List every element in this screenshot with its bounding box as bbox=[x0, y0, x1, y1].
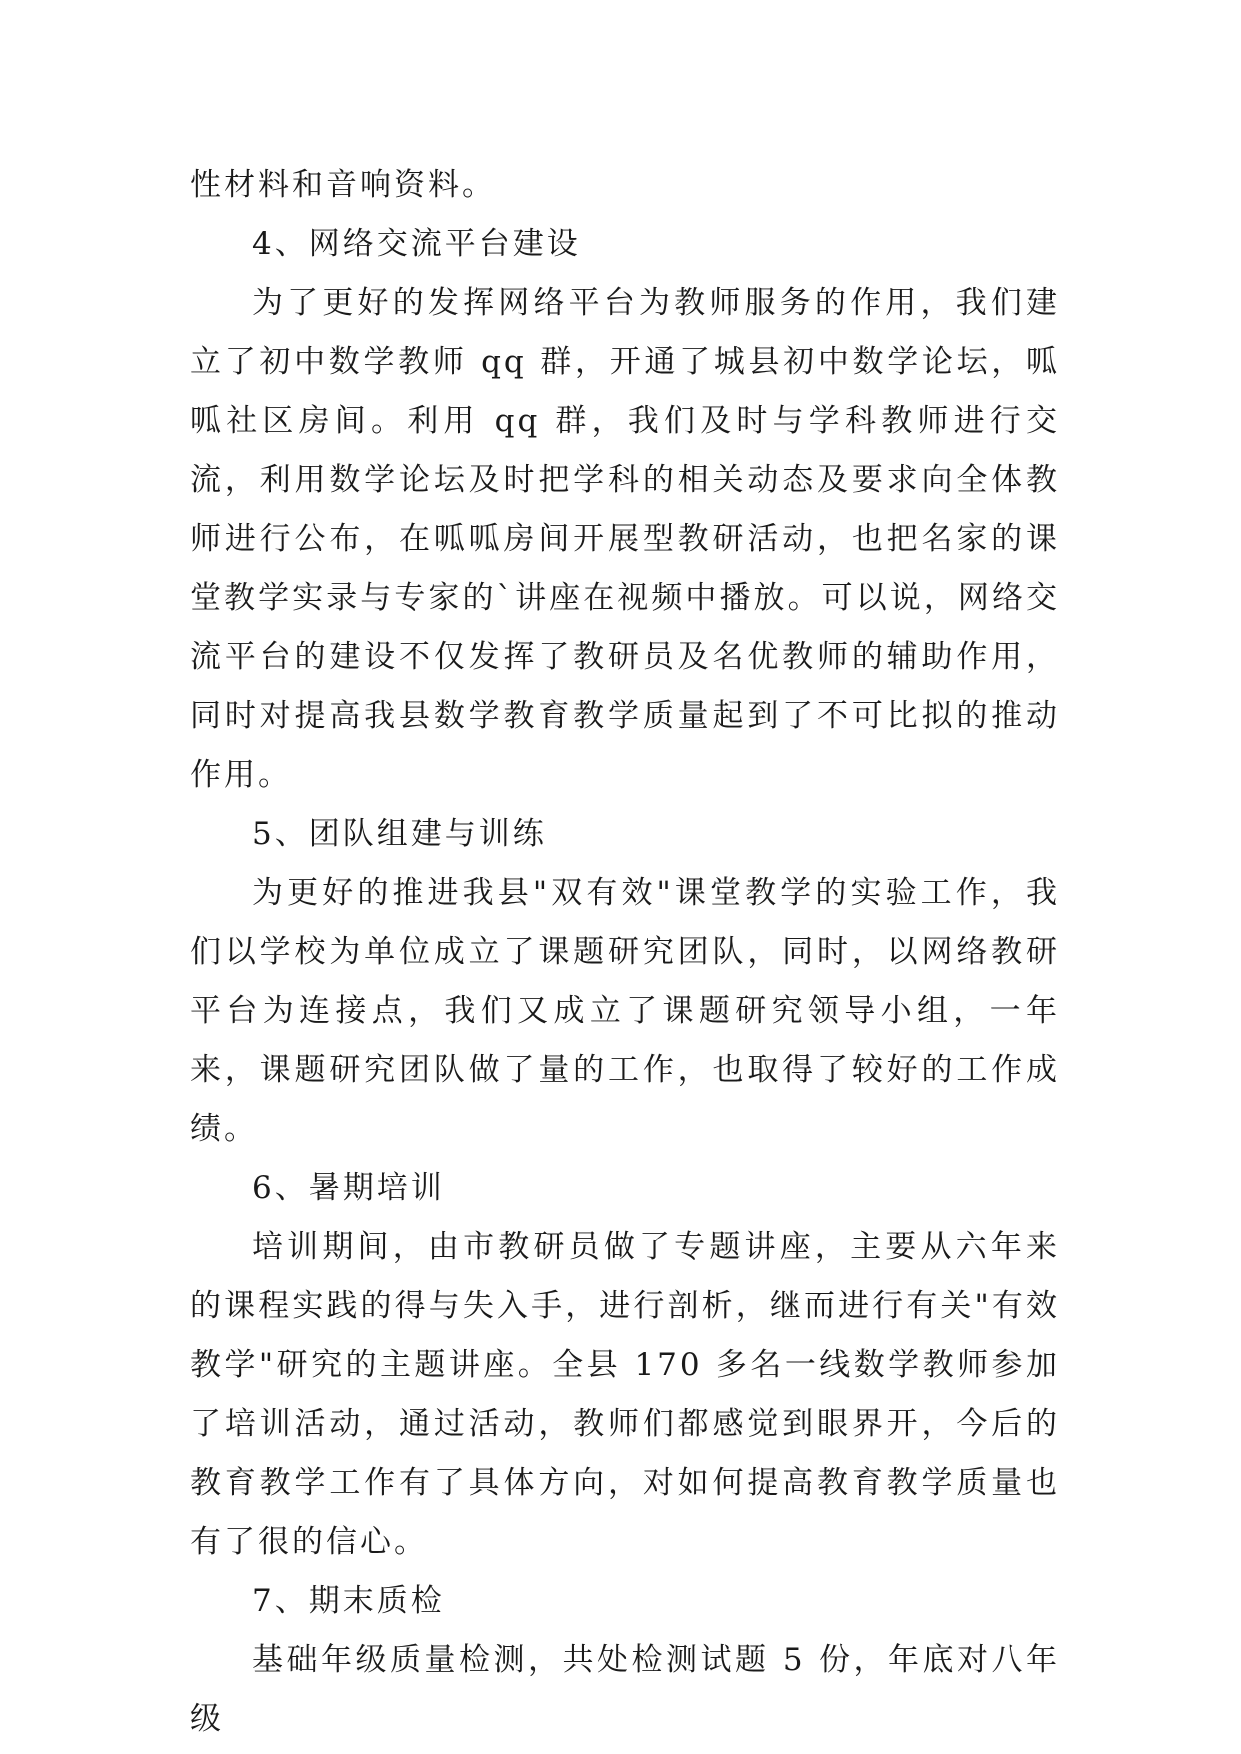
paragraph-final-exam: 基础年级质量检测，共处检测试题 5 份，年底对八年级 bbox=[190, 1642, 1060, 1737]
section-heading-6: 6、暑期培训 bbox=[252, 1170, 445, 1206]
document-body bbox=[190, 156, 1060, 1749]
paragraph-continuation: 性材料和音响资料。 bbox=[190, 167, 496, 203]
paragraph-network-platform: 为了更好的发挥网络平台为教师服务的作用，我们建立了初中数学教师 qq 群，开通了城县初中数学论坛，呱呱社区房间。利用 qq 群，我们及时与学科教师进行交流，利用数学论坛及时把学科的相关动态及要求向全体教师进行公布，在呱呱房间开展型教研活动，也把名家的课堂教学实录与专家的`讲座在视频中播放。可以说，网络交流平台的建设不仅发挥了教研员及名优教师的辅助作用，同时对提高我县数学教育教学质量起到了不可比拟的推动作用。 bbox=[190, 285, 1060, 793]
section-heading-5: 5、团队组建与训练 bbox=[252, 816, 547, 852]
section-heading-7: 7、期末质检 bbox=[252, 1583, 445, 1619]
paragraph-team-building: 为更好的推进我县"双有效"课堂教学的实验工作，我们以学校为单位成立了课题研究团队，同时，以网络教研平台为连接点，我们又成立了课题研究领导小组，一年来，课题研究团队做了量的工作，也取得了较好的工作成绩。 bbox=[190, 875, 1060, 1147]
section-heading-4: 4、网络交流平台建设 bbox=[252, 226, 581, 262]
paragraph-summer-training: 培训期间，由市教研员做了专题讲座，主要从六年来的课程实践的得与失入手，进行剖析，继而进行有关"有效教学"研究的主题讲座。全县 170 多名一线数学教师参加了培训活动，通过活动，教师们都感觉到眼界开，今后的教育教学工作有了具体方向，对如何提高教育教学质量也有了很的信心。 bbox=[190, 1229, 1060, 1560]
